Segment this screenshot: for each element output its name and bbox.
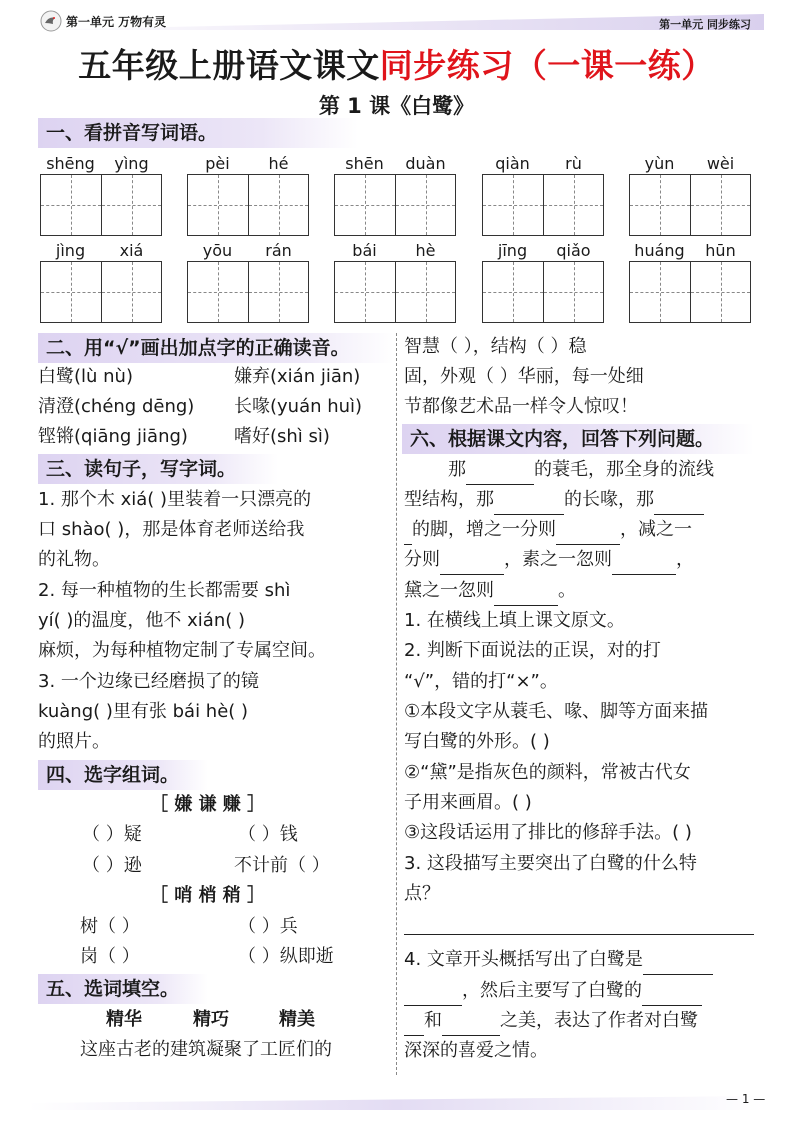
- reading-2: 嫌弃(xián jiān): [234, 366, 361, 387]
- writing-cell[interactable]: [630, 175, 690, 235]
- pinyin-label-row: [334, 241, 456, 261]
- p3b: ，减之一: [620, 519, 692, 540]
- p5a: 黛之一忽则: [404, 580, 494, 601]
- p3a: 的脚，增之一分则: [412, 519, 556, 540]
- blank-9[interactable]: [404, 984, 462, 1006]
- s3-line-8: kuàng( )里有张 bái hè( ): [38, 701, 249, 722]
- p2b: 的长喙，那: [564, 489, 654, 510]
- s6-judge-2-line-1: ②“黛”是指灰色的颜料，常被古代女: [404, 762, 691, 783]
- s6-q4-line-4: 深深的喜爱之情。: [404, 1040, 548, 1061]
- s4-b3: 岗（ ）: [80, 946, 140, 967]
- s3-line-9: 的照片。: [38, 731, 110, 752]
- tian-grid-boxes: [187, 261, 309, 323]
- s3-line-7: 3. 一个边缘已经磨损了的镜: [38, 671, 259, 692]
- blank-7[interactable]: [494, 584, 558, 606]
- reading-1: 白鹭(lù nù): [38, 366, 133, 387]
- writing-cell[interactable]: [101, 175, 161, 235]
- writing-cell[interactable]: [483, 175, 543, 235]
- blank-4[interactable]: [556, 523, 620, 545]
- header-left: [40, 10, 166, 32]
- pinyin-word-2: [187, 154, 309, 236]
- s3-line-4: 2. 每一种植物的生长都需要 shì: [38, 580, 291, 601]
- blank-12[interactable]: [442, 1014, 500, 1036]
- s4-b1: 树（ ）: [80, 916, 140, 937]
- writing-cell[interactable]: [690, 175, 750, 235]
- pinyin-word-5: [629, 154, 751, 236]
- blank-3[interactable]: [654, 493, 704, 515]
- q4b: ，然后主要写了白鹭的: [462, 980, 642, 1001]
- pinyin-syllable: pèi: [205, 154, 230, 173]
- column-divider: [396, 333, 397, 1075]
- s6-passage-line-2: [404, 485, 704, 515]
- s6-q4-line-3: [404, 1006, 698, 1036]
- blank-3b[interactable]: [404, 523, 412, 545]
- header-unit-right: 第一单元 同步练习: [659, 18, 751, 31]
- p2a: 型结构，那: [404, 489, 494, 510]
- writing-cell[interactable]: [543, 175, 603, 235]
- tian-grid-boxes: [334, 174, 456, 236]
- s5-word-1: 精华: [106, 1009, 142, 1030]
- pinyin-label-row: [334, 154, 456, 174]
- pinyin-word-10: [629, 241, 751, 323]
- s5-word-3: 精美: [279, 1009, 315, 1030]
- s6-q3-line-2: 点？: [404, 883, 440, 904]
- s6-q3-answer-line[interactable]: [404, 934, 754, 935]
- q4a: 4. 文章开头概括写出了白鹭是: [404, 949, 643, 970]
- pinyin-label-row: [187, 241, 309, 261]
- pinyin-syllable: wèi: [706, 154, 735, 173]
- s3-line-3: 的礼物。: [38, 549, 110, 570]
- reading-6: 嗜好(shì sì): [234, 426, 330, 447]
- tian-grid-boxes: [629, 174, 751, 236]
- section-5-heading: 五、选词填空。: [38, 974, 208, 1004]
- s3-line-2: 口 shào( )，那是体育老师送给我: [38, 519, 305, 540]
- writing-cell[interactable]: [395, 175, 455, 235]
- title-red: 同步练习（一课一练）: [379, 46, 715, 85]
- pinyin-label-row: [629, 154, 751, 174]
- pinyin-word-9: [482, 241, 604, 323]
- section-3-heading: 三、读句子，写字词。: [38, 454, 278, 484]
- pinyin-word-1: [40, 154, 162, 236]
- writing-cell[interactable]: [41, 175, 101, 235]
- s6-q4-line-1: [404, 945, 713, 975]
- pinyin-syllable: rán: [265, 241, 292, 260]
- writing-cell[interactable]: [188, 262, 248, 322]
- section-4-heading: 四、选字组词。: [38, 760, 208, 790]
- s6-judge-1-line-2: 写白鹭的外形。( ): [404, 731, 550, 752]
- writing-cell[interactable]: [248, 262, 308, 322]
- s6-q2-line-2: “√”，错的打“×”。: [404, 671, 558, 692]
- s4-group-2: ［ 哨 梢 稍 ］: [150, 885, 266, 906]
- p1a: 那: [448, 459, 466, 480]
- s3-line-1: 1. 那个木 xiá( )里装着一只漂亮的: [38, 489, 312, 510]
- blank-10[interactable]: [642, 984, 702, 1006]
- s6-passage-line-1: [448, 455, 714, 485]
- pinyin-label-row: [482, 154, 604, 174]
- s4-b2: （ ）兵: [238, 916, 298, 937]
- q4c: 和: [424, 1010, 442, 1031]
- blank-5[interactable]: [440, 553, 504, 575]
- tian-grid-boxes: [40, 261, 162, 323]
- tian-grid-boxes: [187, 174, 309, 236]
- s6-q4-line-2: [404, 976, 702, 1006]
- blank-2[interactable]: [494, 493, 564, 515]
- s5-right-line-1: 智慧（ ），结构（ ）稳: [404, 336, 587, 357]
- pinyin-syllable: jìng: [55, 241, 86, 260]
- writing-cell[interactable]: [41, 262, 101, 322]
- s4-b4: （ ）纵即逝: [238, 946, 334, 967]
- page-title: [0, 40, 793, 87]
- title-black: 五年级上册语文课文: [78, 46, 380, 85]
- pinyin-label-row: [629, 241, 751, 261]
- pinyin-syllable: xiá: [119, 241, 144, 260]
- pinyin-syllable: hé: [268, 154, 289, 173]
- s5-line-1: 这座古老的建筑凝聚了工匠们的: [80, 1039, 332, 1060]
- pinyin-syllable: huáng: [634, 241, 685, 260]
- s6-judge-2-line-2: 子用来画眉。( ): [404, 792, 532, 813]
- s4-a1: （ ）疑: [82, 824, 142, 845]
- pinyin-syllable: duàn: [405, 154, 446, 173]
- s6-q1: 1. 在横线上填上课文原文。: [404, 610, 625, 631]
- page-number: — 1 —: [726, 1092, 766, 1106]
- s4-a2: （ ）钱: [238, 824, 298, 845]
- s6-passage-line-4: [404, 545, 694, 575]
- s6-passage-line-5: [404, 576, 576, 606]
- tian-grid-boxes: [482, 174, 604, 236]
- reading-3: 清澄(chéng dēng): [38, 396, 195, 417]
- section-6-heading: 六、根据课文内容，回答下列问题。: [402, 424, 754, 454]
- s5-word-2: 精巧: [193, 1009, 229, 1030]
- pinyin-label-row: [482, 241, 604, 261]
- pinyin-syllable: yìng: [114, 154, 149, 173]
- writing-cell[interactable]: [395, 262, 455, 322]
- pinyin-syllable: shēng: [46, 154, 95, 173]
- writing-cell[interactable]: [248, 175, 308, 235]
- blank-6[interactable]: [612, 553, 676, 575]
- p5b: 。: [558, 580, 576, 601]
- writing-cell[interactable]: [630, 262, 690, 322]
- tian-grid-boxes: [629, 261, 751, 323]
- pinyin-syllable: hè: [415, 241, 436, 260]
- writing-cell[interactable]: [335, 175, 395, 235]
- pinyin-label-row: [187, 154, 309, 174]
- s6-q2-line-1: 2. 判断下面说法的正误，对的打: [404, 640, 661, 661]
- writing-cell[interactable]: [543, 262, 603, 322]
- s6-judge-3: ③这段话运用了排比的修辞手法。( ): [404, 822, 692, 843]
- p4c: ，: [676, 549, 694, 570]
- pinyin-word-4: [482, 154, 604, 236]
- writing-cell[interactable]: [188, 175, 248, 235]
- s6-judge-1-line-1: ①本段文字从蓑毛、喙、脚等方面来描: [404, 701, 709, 722]
- pinyin-word-6: [40, 241, 162, 323]
- pinyin-word-8: [334, 241, 456, 323]
- blank-11[interactable]: [404, 1014, 424, 1036]
- section-1-heading: 一、看拼音写词语。: [38, 118, 358, 148]
- p4b: ，素之一忽则: [504, 549, 612, 570]
- pinyin-word-7: [187, 241, 309, 323]
- pinyin-syllable: qiàn: [495, 154, 530, 173]
- tian-grid-boxes: [40, 174, 162, 236]
- pinyin-syllable: yōu: [202, 241, 233, 260]
- s6-q3-line-1: 3. 这段描写主要突出了白鹭的什么特: [404, 853, 697, 874]
- header-unit-left: 第一单元 万物有灵: [66, 14, 167, 29]
- pinyin-syllable: bái: [352, 241, 377, 260]
- pinyin-syllable: hūn: [705, 241, 736, 260]
- s4-group-1: ［ 嫌 谦 赚 ］: [150, 794, 266, 815]
- tian-grid-boxes: [482, 261, 604, 323]
- bird-emblem-icon: [40, 10, 62, 32]
- s5-right-line-3: 节都像艺术品一样令人惊叹！: [404, 396, 638, 417]
- s3-line-6: 麻烦，为每种植物定制了专属空间。: [38, 640, 326, 661]
- tian-grid-boxes: [334, 261, 456, 323]
- reading-4: 长喙(yuán huì): [234, 396, 363, 417]
- reading-5: 铿锵(qiāng jiāng): [38, 426, 188, 447]
- pinyin-syllable: shēn: [345, 154, 384, 173]
- pinyin-syllable: yùn: [644, 154, 675, 173]
- lesson-subtitle: 第 1 课《白鹭》: [318, 94, 475, 118]
- writing-cell[interactable]: [101, 262, 161, 322]
- pinyin-label-row: [40, 154, 162, 174]
- writing-cell[interactable]: [335, 262, 395, 322]
- q4d: 之美，表达了作者对白鹭: [500, 1010, 698, 1031]
- p4a: 分则: [404, 549, 440, 570]
- footer-band: [28, 1096, 764, 1110]
- blank-1[interactable]: [466, 463, 534, 485]
- pinyin-syllable: jīng: [497, 241, 528, 260]
- writing-cell[interactable]: [483, 262, 543, 322]
- writing-cell[interactable]: [690, 262, 750, 322]
- s4-a4: 不计前（ ）: [234, 855, 330, 876]
- s5-right-line-2: 固，外观（ ）华丽，每一处细: [404, 366, 644, 387]
- s6-passage-line-3: [404, 515, 692, 545]
- pinyin-label-row: [40, 241, 162, 261]
- p1b: 的蓑毛，那全身的流线: [534, 459, 714, 480]
- blank-8[interactable]: [643, 953, 713, 975]
- pinyin-word-3: [334, 154, 456, 236]
- s3-line-5: yí( )的温度，他不 xián( ): [38, 610, 245, 631]
- pinyin-syllable: qiǎo: [556, 241, 591, 260]
- s4-a3: （ ）逊: [82, 855, 142, 876]
- section-2-heading: 二、用“√”画出加点字的正确读音。: [38, 333, 394, 363]
- pinyin-syllable: rù: [565, 154, 582, 173]
